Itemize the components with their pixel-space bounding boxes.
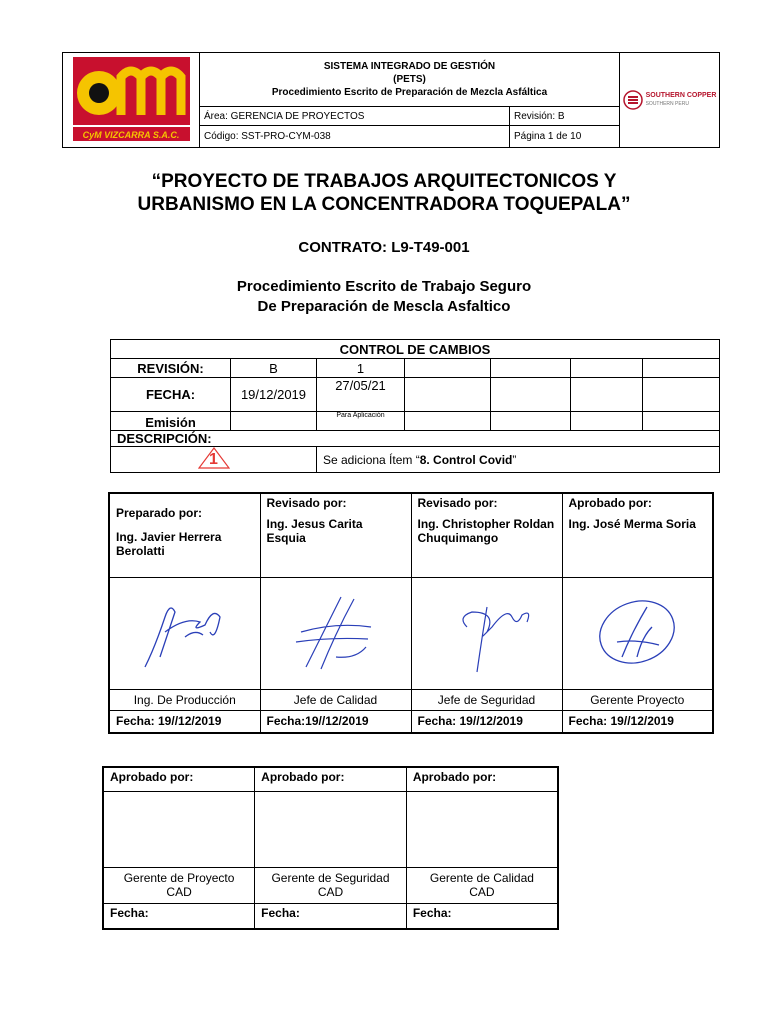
contract-number: CONTRATO: L9-T49-001 bbox=[298, 239, 470, 256]
project-title-line1: “PROYECTO DE TRABAJOS ARQUITECTONICOS Y bbox=[151, 171, 617, 192]
date-cell: 27/05/21 bbox=[317, 378, 405, 412]
approver-name: Ing. Javier Herrera Berolatti bbox=[116, 530, 222, 558]
role-line: Gerente de Seguridad bbox=[271, 871, 390, 885]
cym-logo-icon bbox=[69, 55, 194, 143]
revision-field: Revisión: B bbox=[510, 107, 620, 126]
change-marker-triangle-icon bbox=[198, 447, 230, 469]
approval-date: Fecha: 19//12/2019 bbox=[562, 710, 713, 733]
change-marker-number: 1 bbox=[209, 451, 218, 468]
approval-date: Fecha: 19//12/2019 bbox=[109, 710, 260, 733]
system-title: SISTEMA INTEGRADO DE GESTIÓN bbox=[323, 61, 496, 72]
approval-header: Preparado por: bbox=[116, 506, 203, 520]
approver-role: Jefe de Seguridad bbox=[411, 690, 562, 711]
approver-name: Ing. Christopher Roldan Chuquimango bbox=[417, 517, 555, 545]
approver-role bbox=[406, 867, 558, 903]
approvals-table bbox=[108, 492, 714, 734]
client-approvals-table bbox=[102, 766, 559, 930]
date-cell bbox=[571, 378, 643, 412]
emission-cell bbox=[643, 412, 720, 431]
approval-date: Fecha:19//12/2019 bbox=[260, 710, 411, 733]
signature-merma bbox=[577, 587, 697, 677]
revision-cell bbox=[571, 359, 643, 378]
emission-cell bbox=[405, 412, 491, 431]
signature-cell bbox=[562, 577, 713, 690]
client-name: SOUTHERN COPPER bbox=[645, 92, 717, 99]
date-cell: 19/12/2019 bbox=[231, 378, 317, 412]
approval-date: Fecha: bbox=[103, 903, 255, 929]
description-text bbox=[317, 447, 720, 473]
area-field: Área: GERENCIA DE PROYECTOS bbox=[200, 107, 510, 126]
company-logo bbox=[63, 53, 200, 148]
page-field: Página 1 de 10 bbox=[510, 126, 620, 148]
revision-cell bbox=[643, 359, 720, 378]
signature-cell bbox=[406, 791, 558, 867]
role-line: Gerente de Proyecto bbox=[123, 871, 235, 885]
signature-cell bbox=[255, 791, 407, 867]
approval-header: Revisado por: bbox=[417, 496, 498, 510]
signature-cell bbox=[260, 577, 411, 690]
approval-date: Fecha: bbox=[406, 903, 558, 929]
emission-cell: Para Aplicación bbox=[317, 412, 405, 431]
signature-carita bbox=[276, 587, 396, 677]
revision-cell bbox=[405, 359, 491, 378]
signature-herrera bbox=[125, 587, 245, 677]
description-item: 8. Control Covid bbox=[419, 452, 513, 467]
change-marker-cell bbox=[111, 447, 317, 473]
header-title-block bbox=[200, 53, 620, 107]
date-cell bbox=[491, 378, 571, 412]
code-field: Código: SST-PRO-CYM-038 bbox=[200, 126, 510, 148]
revision-row bbox=[111, 359, 720, 378]
approval-header: Aprobado por: bbox=[255, 767, 407, 791]
approval-header-cell bbox=[260, 493, 411, 577]
approval-date: Fecha: 19//12/2019 bbox=[411, 710, 562, 733]
role-line: CAD bbox=[166, 885, 192, 899]
procedure-title-line1: Procedimiento Escrito de Trabajo Seguro bbox=[236, 278, 532, 295]
description-prefix: Se adiciona Ítem “ bbox=[323, 452, 420, 467]
role-line: CAD bbox=[317, 885, 344, 899]
revision-cell bbox=[491, 359, 571, 378]
role-line: Gerente de Calidad bbox=[429, 871, 534, 885]
role-line: CAD bbox=[469, 885, 495, 899]
approval-header: Aprobado por: bbox=[103, 767, 255, 791]
approval-header: Aprobado por: bbox=[568, 496, 652, 510]
signature-cell bbox=[109, 577, 260, 690]
change-control-table bbox=[110, 339, 720, 473]
client-logo bbox=[620, 53, 720, 148]
procedure-title-line2: De Preparación de Mescla Asfaltico bbox=[257, 298, 511, 315]
revision-label: REVISIÓN: bbox=[111, 359, 231, 378]
signature-roldan bbox=[427, 587, 547, 677]
approver-role bbox=[255, 867, 407, 903]
approver-role: Jefe de Calidad bbox=[260, 690, 411, 711]
project-title-line2: URBANISMO EN LA CONCENTRADORA TOQUEPALA” bbox=[137, 194, 631, 215]
approval-date: Fecha: bbox=[255, 903, 407, 929]
approver-role bbox=[103, 867, 255, 903]
approver-name: Ing. Jesus Carita Esquia bbox=[266, 517, 363, 545]
change-control-title: CONTROL DE CAMBIOS bbox=[111, 340, 720, 359]
description-suffix: ” bbox=[512, 452, 517, 467]
southern-copper-icon bbox=[623, 90, 643, 110]
approver-role: Gerente Proyecto bbox=[562, 690, 713, 711]
emission-cell bbox=[491, 412, 571, 431]
svg-text:CyM VIZCARRA S.A.C.: CyM VIZCARRA S.A.C. bbox=[82, 129, 179, 140]
approver-role: Ing. De Producción bbox=[109, 690, 260, 711]
date-row bbox=[111, 378, 720, 412]
procedure-title: Procedimiento Escrito de Preparación de Mezcla Asfáltica bbox=[271, 87, 548, 98]
approval-header: Revisado por: bbox=[266, 496, 347, 510]
description-row bbox=[111, 447, 720, 473]
approval-header: Aprobado por: bbox=[406, 767, 558, 791]
emission-cell bbox=[571, 412, 643, 431]
approval-header-cell bbox=[411, 493, 562, 577]
revision-cell: B bbox=[231, 359, 317, 378]
approval-header-cell bbox=[562, 493, 713, 577]
document-header bbox=[62, 52, 720, 148]
approval-header-cell bbox=[109, 493, 260, 577]
signature-cell bbox=[103, 791, 255, 867]
client-subname: SOUTHERN PERU bbox=[645, 101, 689, 107]
date-label: FECHA: bbox=[111, 378, 231, 412]
approver-name: Ing. José Merma Soria bbox=[568, 517, 696, 531]
date-cell bbox=[643, 378, 720, 412]
date-cell bbox=[405, 378, 491, 412]
signature-cell bbox=[411, 577, 562, 690]
revision-cell: 1 bbox=[317, 359, 405, 378]
emission-label: Emisión bbox=[111, 412, 231, 431]
emission-row bbox=[111, 412, 720, 431]
description-label: DESCRIPCIÓN: bbox=[111, 431, 720, 447]
emission-cell bbox=[231, 412, 317, 431]
pets-label: (PETS) bbox=[393, 74, 426, 85]
